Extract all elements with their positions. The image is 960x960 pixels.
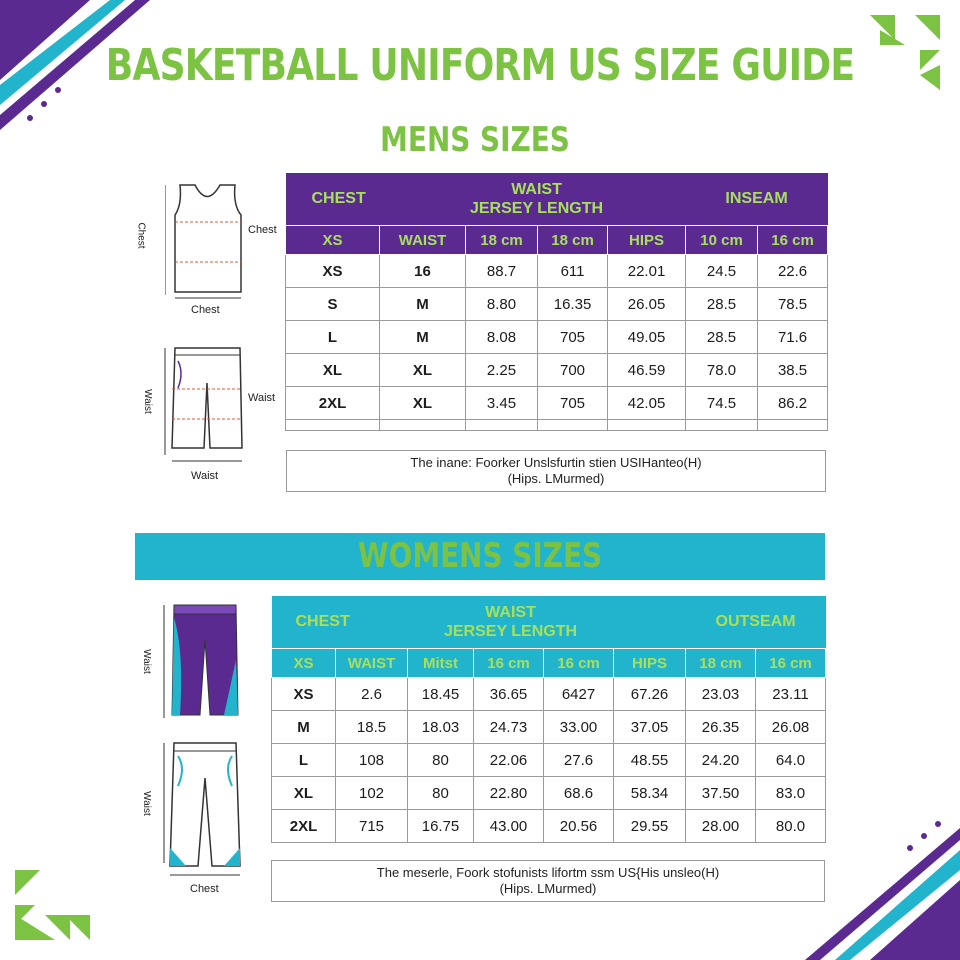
table-cell: 2.6	[336, 678, 408, 711]
table-cell: 611	[538, 255, 608, 288]
table-row	[286, 387, 828, 420]
womens-header-chest: CHEST	[272, 596, 408, 649]
table-row	[286, 321, 828, 354]
mens-header-chest: CHEST	[286, 173, 466, 226]
table-cell: L	[286, 321, 380, 354]
table-cell: XL	[380, 354, 466, 387]
table-cell: 78.0	[686, 354, 758, 387]
mens-sub-6: 16 cm	[758, 226, 828, 255]
table-cell: 38.5	[758, 354, 828, 387]
table-cell: 27.6	[544, 744, 614, 777]
table-cell: 88.7	[466, 255, 538, 288]
table-cell: 26.05	[608, 288, 686, 321]
table-cell: 28.5	[686, 321, 758, 354]
table-cell: 705	[538, 387, 608, 420]
table-cell: 29.55	[614, 810, 686, 843]
mens-section-title: MENS SIZES	[380, 120, 570, 160]
table-cell: 18.03	[408, 711, 474, 744]
table-row	[272, 711, 826, 744]
table-cell: 46.59	[608, 354, 686, 387]
mens-sub-1: WAIST	[380, 226, 466, 255]
mens-sub-4: HIPS	[608, 226, 686, 255]
jersey-left-label: Chest	[135, 222, 147, 249]
table-cell: 8.80	[466, 288, 538, 321]
table-spacer	[286, 420, 828, 431]
table-row	[286, 288, 828, 321]
table-cell: 26.08	[756, 711, 826, 744]
mens-header-jersey: JERSEY LENGTH	[469, 200, 604, 217]
womens-sub-3: 16 cm	[474, 649, 544, 678]
jersey-illustration	[165, 180, 250, 300]
jersey-bottom-label: Chest	[191, 304, 220, 316]
womens-sub-5: HIPS	[614, 649, 686, 678]
table-cell: 26.35	[686, 711, 756, 744]
table-cell: 80.0	[756, 810, 826, 843]
shorts-bottom-label: Waist	[191, 470, 219, 482]
table-cell: 33.00	[544, 711, 614, 744]
table-cell: 48.55	[614, 744, 686, 777]
table-cell: M	[380, 321, 466, 354]
womens-top-header	[272, 596, 826, 649]
table-row	[272, 678, 826, 711]
table-cell: 20.56	[544, 810, 614, 843]
page-title: BASKETBALL UNIFORM US SIZE GUIDE	[105, 40, 855, 91]
shorts-illustration	[160, 343, 250, 468]
table-cell: XL	[286, 354, 380, 387]
womens-sub-0: XS	[272, 649, 336, 678]
table-cell: 3.45	[466, 387, 538, 420]
table-cell: 24.5	[686, 255, 758, 288]
table-cell: 86.2	[758, 387, 828, 420]
womens-header-outseam: OUTSEAM	[686, 596, 826, 649]
womens-sub-4: 16 cm	[544, 649, 614, 678]
mens-sub-5: 10 cm	[686, 226, 758, 255]
corner-decoration-bottom-left	[15, 865, 95, 945]
table-cell: M	[380, 288, 466, 321]
womens-note-box	[271, 860, 825, 902]
mens-note-line1: The inane: Foorker Unslsfurtin stien USIHanteo(H)	[410, 455, 702, 470]
table-cell: 68.6	[544, 777, 614, 810]
womens-size-table	[271, 596, 826, 843]
table-cell: XL	[380, 387, 466, 420]
shorts-right-label: Waist	[248, 392, 276, 404]
table-cell: 67.26	[614, 678, 686, 711]
table-cell: S	[286, 288, 380, 321]
table-cell: 74.5	[686, 387, 758, 420]
table-cell: 64.0	[756, 744, 826, 777]
table-cell: 700	[538, 354, 608, 387]
womens-sub-2: Mitst	[408, 649, 474, 678]
table-cell: 58.34	[614, 777, 686, 810]
table-cell: 28.00	[686, 810, 756, 843]
table-cell: 23.03	[686, 678, 756, 711]
table-row	[286, 255, 828, 288]
womens-pants-bottom-label: Chest	[190, 883, 219, 895]
table-cell: 80	[408, 777, 474, 810]
mens-header-waist-jersey	[466, 173, 608, 226]
jersey-right-label: Chest	[248, 224, 277, 236]
table-cell: 83.0	[756, 777, 826, 810]
table-cell: 43.00	[474, 810, 544, 843]
table-cell: 22.80	[474, 777, 544, 810]
womens-section-title: WOMENS SIZES	[357, 536, 603, 576]
womens-header-waist: WAIST	[485, 604, 536, 621]
table-cell: 23.11	[756, 678, 826, 711]
womens-shorts-illustration	[160, 600, 245, 725]
mens-note-box	[286, 450, 826, 492]
table-cell: 2XL	[272, 810, 336, 843]
table-cell: 42.05	[608, 387, 686, 420]
table-cell: 18.5	[336, 711, 408, 744]
table-cell: 24.73	[474, 711, 544, 744]
womens-sub-1: WAIST	[336, 649, 408, 678]
womens-header-jersey: JERSEY LENGTH	[443, 623, 578, 640]
table-cell: 37.50	[686, 777, 756, 810]
corner-decoration-top-right	[865, 15, 945, 95]
table-cell: 28.5	[686, 288, 758, 321]
table-cell: 6427	[544, 678, 614, 711]
mens-top-header	[286, 173, 828, 226]
table-cell: 78.5	[758, 288, 828, 321]
table-cell: 18.45	[408, 678, 474, 711]
womens-note-line1: The meserle, Foork stofunists lifortm ssm US{His unsleo(H)	[376, 865, 720, 880]
mens-sub-3: 18 cm	[538, 226, 608, 255]
mens-note-line2: (Hips. LMurmed)	[507, 471, 605, 486]
table-cell: 80	[408, 744, 474, 777]
table-cell: 22.6	[758, 255, 828, 288]
table-row	[272, 744, 826, 777]
table-cell: 2XL	[286, 387, 380, 420]
womens-pants-illustration	[160, 738, 245, 878]
table-cell: 715	[336, 810, 408, 843]
table-row	[286, 354, 828, 387]
table-cell: 37.05	[614, 711, 686, 744]
mens-sub-2: 18 cm	[466, 226, 538, 255]
table-cell: 8.08	[466, 321, 538, 354]
table-cell: 49.05	[608, 321, 686, 354]
table-cell: L	[272, 744, 336, 777]
table-cell: XS	[272, 678, 336, 711]
table-cell: 24.20	[686, 744, 756, 777]
womens-sub-7: 16 cm	[756, 649, 826, 678]
table-cell: 22.06	[474, 744, 544, 777]
table-cell: XL	[272, 777, 336, 810]
table-cell: 705	[538, 321, 608, 354]
mens-sub-header	[286, 226, 828, 255]
shorts-left-label: Waist	[141, 389, 153, 414]
table-cell: 22.01	[608, 255, 686, 288]
mens-sub-0: XS	[286, 226, 380, 255]
mens-header-waist: WAIST	[511, 181, 562, 198]
mens-header-inseam: INSEAM	[686, 173, 828, 226]
womens-shorts-label: Waist	[140, 649, 152, 674]
womens-pants-label: Waist	[140, 791, 152, 816]
womens-sub-header	[272, 649, 826, 678]
mens-size-table	[285, 173, 828, 431]
table-cell: 36.65	[474, 678, 544, 711]
table-cell: 16.75	[408, 810, 474, 843]
womens-header-waist-jersey	[408, 596, 614, 649]
table-cell: 71.6	[758, 321, 828, 354]
table-row	[272, 777, 826, 810]
table-cell: M	[272, 711, 336, 744]
table-cell: 16	[380, 255, 466, 288]
table-cell: XS	[286, 255, 380, 288]
womens-note-line2: (Hips. LMurmed)	[499, 881, 597, 896]
table-row	[272, 810, 826, 843]
table-cell: 16.35	[538, 288, 608, 321]
table-cell: 108	[336, 744, 408, 777]
table-cell: 2.25	[466, 354, 538, 387]
table-cell: 102	[336, 777, 408, 810]
womens-sub-6: 18 cm	[686, 649, 756, 678]
